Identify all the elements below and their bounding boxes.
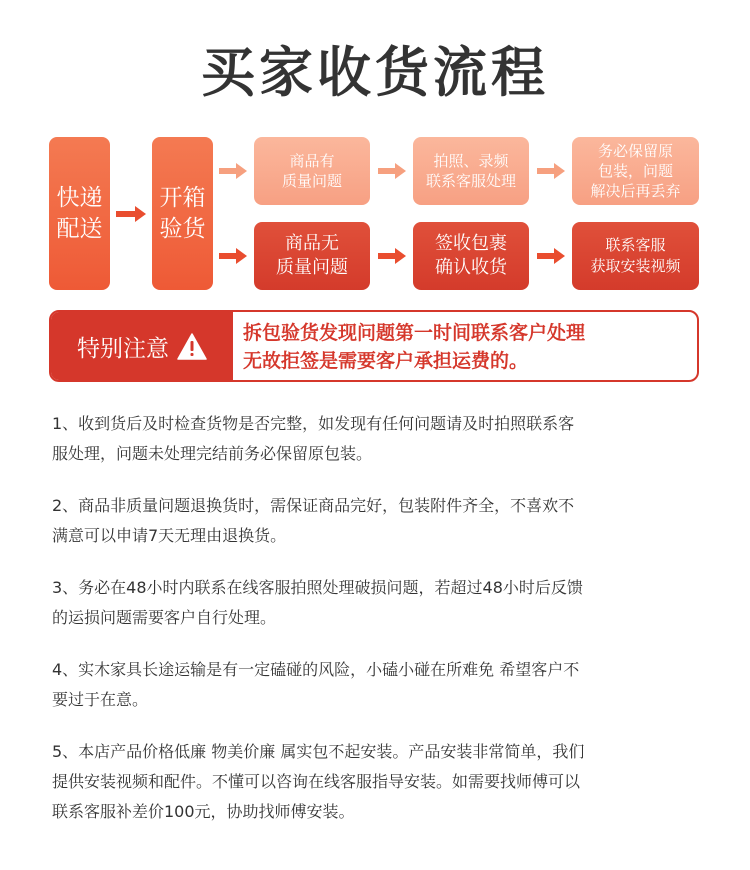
list-item xyxy=(52,409,707,469)
list-item-line: 的运损问题需要客户自行处理。 xyxy=(52,608,277,627)
notice-line1: 拆包验货发现问题第一时间联系客户处理 xyxy=(243,322,586,344)
list-item-line: 5、本店产品价格低廉 物美价廉 属实包不起安装。产品安装非常简单，我们 xyxy=(52,742,585,761)
list-item-line: 4、实木家具长途运输是有一定磕碰的风险，小磕小碰在所难免 希望客户不 xyxy=(52,660,580,679)
sign-receipt-line1: 签收包裹 xyxy=(435,233,507,254)
list-item-line: 联系客服补差价100元，协助找师傅安装。 xyxy=(52,802,355,821)
list-item-line: 满意可以申请7天无理由退换货。 xyxy=(52,526,287,545)
list-item-line: 要过于在意。 xyxy=(52,690,149,709)
step-inspect-line1: 开箱 xyxy=(159,184,206,211)
keep-package-line1: 务必保留原 xyxy=(597,142,673,160)
sign-receipt-line2: 确认收货 xyxy=(435,257,507,278)
keep-package-line3: 解决后再丢弃 xyxy=(590,182,681,200)
list-item-line: 2、商品非质量问题退换货时，需保证商品完好，包装附件齐全，不喜欢不 xyxy=(52,496,575,515)
step-delivery xyxy=(49,137,110,290)
no-quality-issue-line2: 质量问题 xyxy=(276,257,348,278)
list-item xyxy=(52,573,707,633)
install-video-box xyxy=(572,222,699,290)
photo-contact-box xyxy=(413,137,529,205)
no-quality-issue-line1: 商品无 xyxy=(285,233,339,254)
list-item xyxy=(52,491,707,551)
no-quality-issue-box xyxy=(254,222,370,290)
install-video-line1: 联系客服 xyxy=(605,236,666,254)
list-item-line: 3、务必在48小时内联系在线客服拍照处理破损问题，若超过48小时后反馈 xyxy=(52,578,583,597)
list-item xyxy=(52,737,707,827)
warning-icon xyxy=(177,333,207,360)
quality-issue-line2: 质量问题 xyxy=(281,172,342,190)
quality-issue-box xyxy=(254,137,370,205)
quality-issue-line1: 商品有 xyxy=(289,152,335,170)
page-title: 买家收货流程 xyxy=(201,41,549,104)
list-item xyxy=(52,655,707,715)
step-delivery-line1: 快递 xyxy=(56,184,103,211)
notice-label: 特别注意 xyxy=(77,335,169,362)
step-inspect-line2: 验货 xyxy=(159,215,206,242)
photo-contact-line1: 拍照、录频 xyxy=(433,152,509,170)
notice-text xyxy=(243,319,691,375)
keep-package-box xyxy=(572,137,699,205)
list-item-line: 1、收到货后及时检查货物是否完整，如发现有任何问题请及时拍照联系客 xyxy=(52,414,575,433)
keep-package-line2: 包装，问题 xyxy=(597,162,673,180)
sign-receipt-box xyxy=(413,222,529,290)
special-notice xyxy=(49,310,699,382)
photo-contact-line2: 联系客服处理 xyxy=(425,172,516,190)
list-item-line: 提供安装视频和配件。不懂可以咨询在线客服指导安装。如需要找师傅可以 xyxy=(52,772,581,791)
notice-label-area xyxy=(51,312,233,380)
list-item-line: 服处理，问题未处理完结前务必保留原包装。 xyxy=(52,444,373,463)
install-video-line2: 获取安装视频 xyxy=(590,257,681,275)
step-inspect xyxy=(152,137,213,290)
notice-line2: 无故拒签是需要客户承担运费的。 xyxy=(243,350,529,372)
step-delivery-line2: 配送 xyxy=(56,215,103,242)
